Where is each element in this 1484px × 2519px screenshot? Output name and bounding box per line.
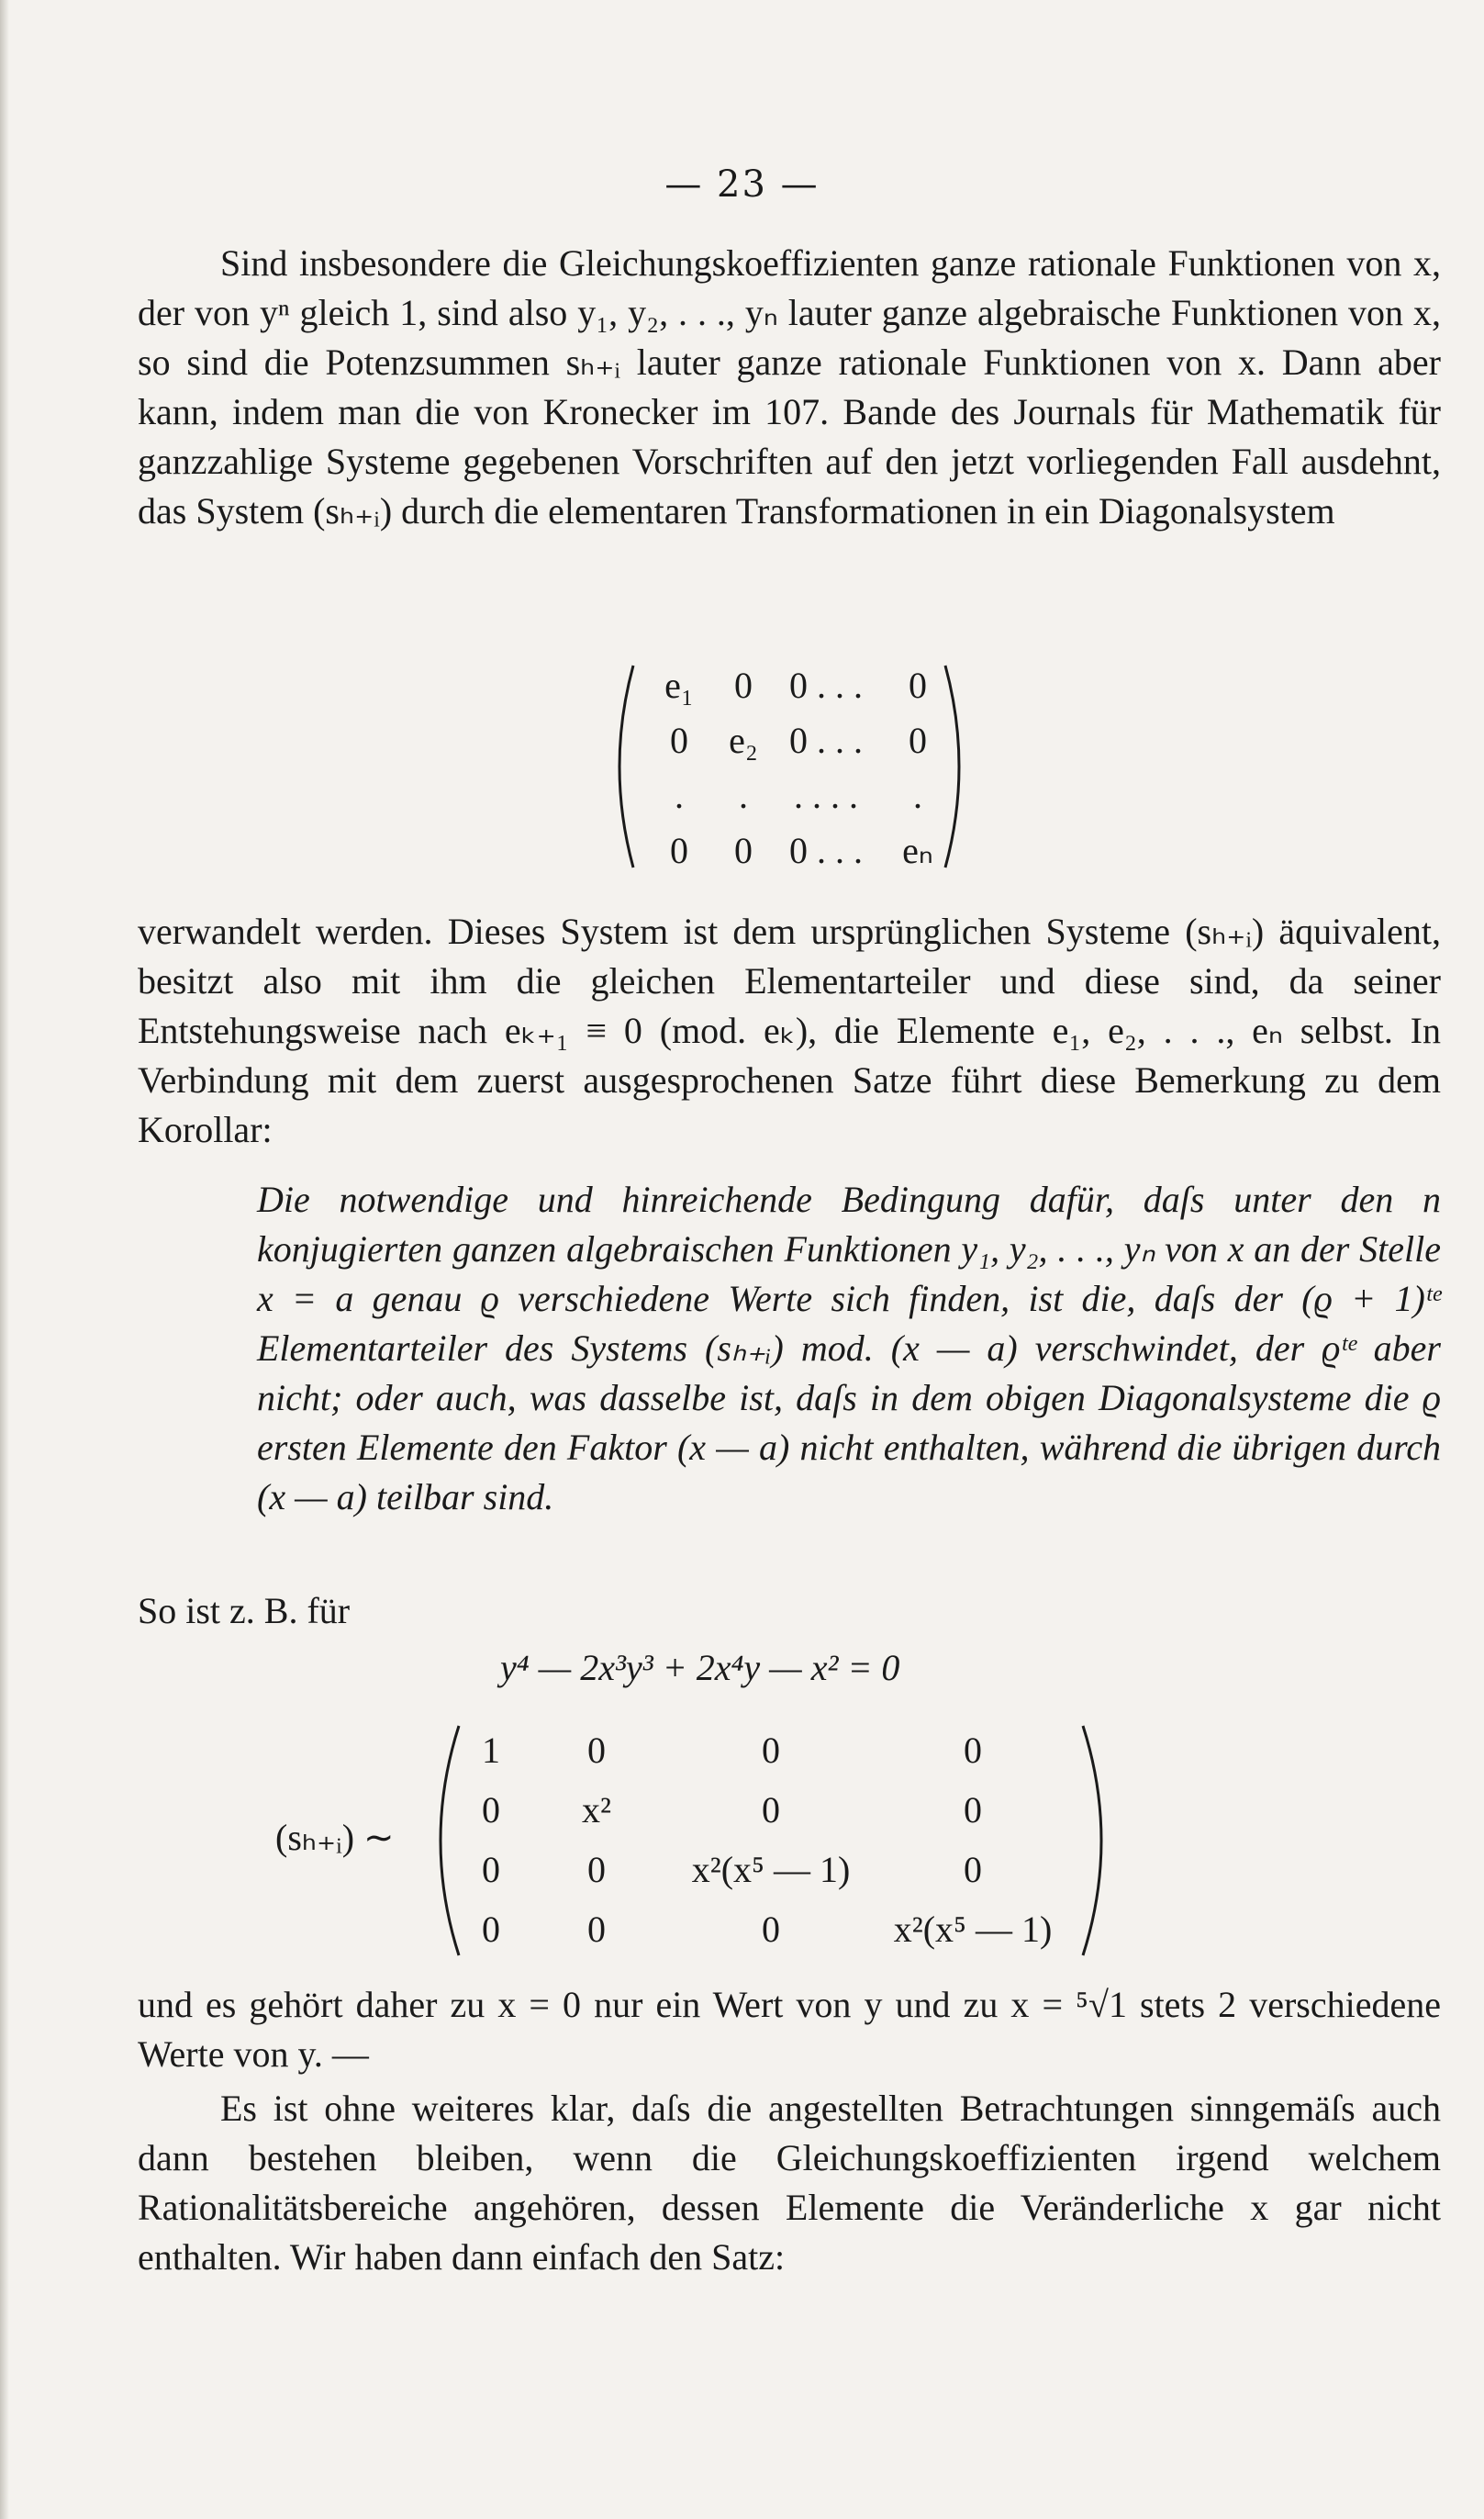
example-matrix-left-paren — [441, 1726, 459, 1955]
diagonal-matrix-cell-3-3: eₙ — [902, 830, 933, 871]
example-matrix-right-paren — [1083, 1726, 1101, 1955]
diagonal-matrix-cell-2-2: . . . . — [794, 775, 858, 816]
example-matrix-cell-0-2: 0 — [762, 1730, 780, 1771]
page-edge — [0, 0, 9, 2519]
example-matrix — [422, 1717, 1120, 1965]
diagonal-matrix-cell-1-1: e₂ — [729, 720, 758, 761]
example-intro — [138, 1586, 1441, 1636]
paragraph-1-text: Sind insbesondere die Gleichungskoeffizienten ganze rationale Funktionen von x, der von yⁿ gleich 1, sind also y₁, y₂, . . ., yₙ lauter ganze algebraische Funktionen von x, so sind die Potenzsummen sₕ₊ᵢ lauter ganze rationale Funktionen von x. Dann aber kann, indem man die von Kronecker im 107. Bande des Journals für Mathematik für ganzzahlige Systeme gegebenen Vorschriften auf den jetzt vorliegenden Fall ausdehnt, das System (sₕ₊ᵢ) durch die elementaren Transformationen in ein Diagonalsystem — [138, 242, 1441, 532]
paragraph-3-text: und es gehört daher zu x = 0 nur ein Wert von y und zu x = ⁵√1 stets 2 verschiedene Werte von y. — — [138, 1984, 1441, 2075]
matrix-lhs: (sₕ₊ᵢ) ∼ — [275, 1817, 395, 1858]
example-equation: y⁴ — 2x³y³ + 2x⁴y — x² = 0 — [500, 1647, 900, 1688]
example-matrix-cell-1-1: x² — [582, 1789, 611, 1830]
example-matrix-cell-1-3: 0 — [964, 1789, 982, 1830]
paragraph-1 — [138, 239, 1441, 536]
example-matrix-cell-1-0: 0 — [482, 1789, 500, 1830]
page-number: — 23 — — [664, 163, 820, 206]
example-matrix-cell-1-2: 0 — [762, 1789, 780, 1830]
diagonal-matrix-cell-3-0: 0 — [670, 830, 688, 871]
paragraph-3 — [138, 1980, 1441, 2079]
diagonal-matrix-cell-0-0: e₁ — [664, 665, 694, 706]
diagonal-matrix-cell-3-2: 0 . . . — [789, 830, 863, 871]
paragraph-4 — [138, 2084, 1441, 2282]
example-matrix-cell-0-3: 0 — [964, 1730, 982, 1771]
corollary — [257, 1175, 1441, 1522]
diagonal-matrix — [606, 656, 973, 877]
corollary-text: Die notwendige und hinreichende Bedingung dafür, daſs unter den n konjugierten ganzen algebraischen Funktionen y₁, y₂, . . ., yₙ von x an der Stelle x = a genau ϱ verschiedene Werte sich finden, ist die, daſs der (ϱ + 1)ᵗᵉ Elementarteiler des Systems (sₕ₊ᵢ) mod. (x — a) verschwindet, der ϱᵗᵉ aber nicht; oder auch, was dasselbe ist, daſs in dem obigen Diagonalsysteme die ϱ ersten Elemente den Faktor (x — a) nicht enthalten, während die übrigen durch (x — a) teilbar sind. — [257, 1179, 1441, 1517]
diagonal-matrix-cell-2-0: . — [675, 775, 684, 816]
paragraph-4-text: Es ist ohne weiteres klar, daſs die angestellten Betrachtungen sinngemäſs auch dann bestehen bleiben, wenn die Gleichungskoeffizienten irgend welchem Rationalitätsbereiche angehören, dessen Elemente die Veränderliche x gar nicht enthalten. Wir haben dann einfach den Satz: — [138, 2088, 1441, 2278]
example-matrix-cell-3-3: x²(x⁵ — 1) — [893, 1909, 1053, 1950]
example-intro-text: So ist z. B. für — [138, 1590, 351, 1631]
diagonal-matrix-cell-3-1: 0 — [734, 830, 753, 871]
diagonal-matrix-cell-2-1: . — [739, 775, 748, 816]
example-matrix-cell-0-0: 1 — [482, 1730, 500, 1771]
diagonal-matrix-cell-1-2: 0 . . . — [789, 720, 863, 761]
example-matrix-cell-3-1: 0 — [587, 1909, 606, 1950]
diagonal-matrix-cell-1-3: 0 — [909, 720, 927, 761]
example-matrix-cell-3-2: 0 — [762, 1909, 780, 1950]
diagonal-matrix-cell-2-3: . — [913, 775, 922, 816]
diagonal-matrix-left-paren — [619, 666, 633, 868]
example-matrix-cell-2-1: 0 — [587, 1849, 606, 1890]
diagonal-matrix-cell-1-0: 0 — [670, 720, 688, 761]
example-matrix-cell-2-3: 0 — [964, 1849, 982, 1890]
example-matrix-cell-0-1: 0 — [587, 1730, 606, 1771]
example-matrix-cell-2-2: x²(x⁵ — 1) — [691, 1849, 851, 1890]
paragraph-2-text: verwandelt werden. Dieses System ist dem ursprünglichen Systeme (sₕ₊ᵢ) äquivalent, besitzt also mit ihm die gleichen Elementarteiler und diese sind, da seiner Entstehungsweise nach eₖ₊₁ ≡ 0 (mod. eₖ), die Elemente e₁, e₂, . . ., eₙ selbst. In Verbindung mit dem zuerst ausgesprochenen Satze führt diese Bemerkung zu dem Korollar: — [138, 911, 1441, 1150]
example-matrix-cell-2-0: 0 — [482, 1849, 500, 1890]
paragraph-2 — [138, 907, 1441, 1155]
diagonal-matrix-cell-0-3: 0 — [909, 665, 927, 706]
diagonal-matrix-right-paren — [945, 666, 959, 868]
diagonal-matrix-cell-0-2: 0 . . . — [789, 665, 863, 706]
diagonal-matrix-cell-0-1: 0 — [734, 665, 753, 706]
example-matrix-cell-3-0: 0 — [482, 1909, 500, 1950]
